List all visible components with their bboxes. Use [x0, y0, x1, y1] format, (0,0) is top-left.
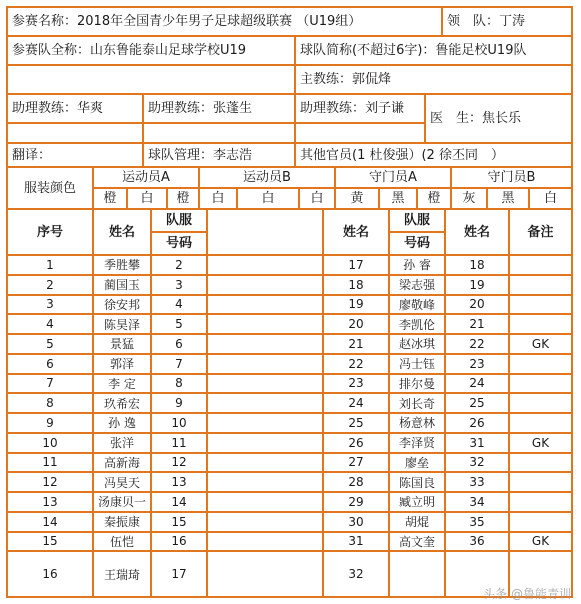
jersey-number: 18	[446, 256, 508, 274]
player-name: 李凯伦	[390, 315, 444, 333]
player-number: 10	[8, 434, 92, 452]
blank-cell	[208, 434, 322, 452]
team-leader: 领 队：丁涛	[443, 8, 571, 35]
blank-cell	[208, 473, 322, 491]
blank-cell	[208, 355, 322, 373]
player-name: 高新海	[94, 454, 150, 472]
player-name: 郭泽	[94, 355, 150, 373]
kit-group-outfield-a: 运动员A	[94, 168, 198, 187]
jersey-number: 4	[152, 296, 206, 314]
player-name: 李 定	[94, 375, 150, 393]
player-number: 28	[324, 473, 388, 491]
remark	[510, 473, 571, 491]
col-header-no: 序号	[8, 210, 92, 254]
player-name: 赵冰琪	[390, 335, 444, 353]
col-header-jersey2-bottom: 号码	[390, 233, 444, 254]
player-name: 王瑞琦	[94, 552, 150, 596]
kit-color-cell: 橙	[418, 189, 450, 208]
jersey-number: 24	[446, 375, 508, 393]
player-number: 13	[8, 493, 92, 511]
player-number: 1	[8, 256, 92, 274]
translator: 翻译：	[8, 144, 142, 166]
col-header-name: 姓名	[94, 210, 150, 254]
kit-color-cell: 黑	[488, 189, 528, 208]
player-number: 21	[324, 335, 388, 353]
kit-color-cell: 灰	[452, 189, 486, 208]
remark	[510, 375, 571, 393]
remark	[510, 493, 571, 511]
remark	[510, 355, 571, 373]
player-number: 7	[8, 375, 92, 393]
player-number: 15	[8, 533, 92, 551]
kit-color-cell: 黑	[380, 189, 416, 208]
blank-cell	[208, 375, 322, 393]
kit-color-cell: 黄	[336, 189, 378, 208]
jersey-number: 26	[446, 414, 508, 432]
jersey-number: 6	[152, 335, 206, 353]
jersey-number: 2	[152, 256, 206, 274]
jersey-number: 16	[152, 533, 206, 551]
player-number: 4	[8, 315, 92, 333]
kit-color-cell: 橙	[168, 189, 198, 208]
player-name: 玖希宏	[94, 394, 150, 412]
player-number: 24	[324, 394, 388, 412]
remark: GK	[510, 434, 571, 452]
player-number: 11	[8, 454, 92, 472]
player-number: 27	[324, 454, 388, 472]
player-name: 张洋	[94, 434, 150, 452]
player-number: 29	[324, 493, 388, 511]
assistant-coach-3: 助理教练：刘子谦	[296, 95, 424, 122]
jersey-number: 3	[152, 276, 206, 294]
blank-cell	[208, 552, 322, 596]
watermark: 头条 @鲁能青训	[483, 587, 571, 601]
kit-color-cell: 白	[200, 189, 236, 208]
player-name: 高文奎	[390, 533, 444, 551]
player-number: 12	[8, 473, 92, 491]
jersey-number: 17	[152, 552, 206, 596]
jersey-number: 20	[446, 296, 508, 314]
jersey-number: 19	[446, 276, 508, 294]
assistant-coach-2: 助理教练：张蓬生	[144, 95, 294, 122]
player-name: 陈昊泽	[94, 315, 150, 333]
remark: GK	[510, 533, 571, 551]
blank-cell	[208, 296, 322, 314]
player-name: 陈国良	[390, 473, 444, 491]
col-header-jersey2-top: 队服	[390, 210, 444, 231]
player-name: 蔺国玉	[94, 276, 150, 294]
remark	[510, 276, 571, 294]
remark	[510, 315, 571, 333]
player-number: 32	[324, 552, 388, 596]
team-manager: 球队管理：李志浩	[144, 144, 294, 166]
kit-group-outfield-b: 运动员B	[200, 168, 334, 187]
player-number: 19	[324, 296, 388, 314]
jersey-number: 9	[152, 394, 206, 412]
col-header-jersey-bottom: 号码	[152, 233, 206, 254]
player-number: 18	[324, 276, 388, 294]
player-number: 9	[8, 414, 92, 432]
player-number: 16	[8, 552, 92, 596]
jersey-number: 34	[446, 493, 508, 511]
player-number: 2	[8, 276, 92, 294]
blank-cell	[208, 315, 322, 333]
player-number: 5	[8, 335, 92, 353]
player-number: 17	[324, 256, 388, 274]
jersey-number: 33	[446, 473, 508, 491]
jersey-number: 13	[152, 473, 206, 491]
player-number: 8	[8, 394, 92, 412]
player-name: 梁志强	[390, 276, 444, 294]
blank-cell	[208, 256, 322, 274]
kit-color-cell: 橙	[94, 189, 126, 208]
player-number: 20	[324, 315, 388, 333]
kit-group-goalkeeper-b: 守门员B	[452, 168, 571, 187]
player-name: 刘长奇	[390, 394, 444, 412]
jersey-number: 15	[152, 513, 206, 531]
player-number: 30	[324, 513, 388, 531]
player-number: 26	[324, 434, 388, 452]
jersey-number: 21	[446, 315, 508, 333]
remark	[510, 394, 571, 412]
col-header-jersey-top: 队服	[152, 210, 206, 231]
player-number: 22	[324, 355, 388, 373]
other-officials: 其他官员(1 杜俊强）(2 徐丕同 ）	[296, 144, 571, 166]
blank-cell	[208, 276, 322, 294]
jersey-number: 11	[152, 434, 206, 452]
jersey-number: 31	[446, 434, 508, 452]
jersey-number: 5	[152, 315, 206, 333]
kit-color-cell: 白	[530, 189, 571, 208]
remark	[510, 256, 571, 274]
player-number: 23	[324, 375, 388, 393]
blank-cell	[208, 414, 322, 432]
jersey-number: 23	[446, 355, 508, 373]
jersey-number: 7	[152, 355, 206, 373]
player-number: 3	[8, 296, 92, 314]
player-name: 伍恺	[94, 533, 150, 551]
player-name: 秦振康	[94, 513, 150, 531]
remark: GK	[510, 335, 571, 353]
blank-cell	[208, 394, 322, 412]
player-name: 臧立明	[390, 493, 444, 511]
jersey-number: 8	[152, 375, 206, 393]
player-name: 排尔曼	[390, 375, 444, 393]
team-short-name: 球队简称(不超过6字)：鲁能足校U19队	[296, 37, 571, 64]
team-full-name: 参赛队全称：山东鲁能泰山足球学校U19	[8, 37, 294, 64]
blank-cell	[208, 335, 322, 353]
blank-cell	[208, 513, 322, 531]
jersey-number: 14	[152, 493, 206, 511]
jersey-number: 25	[446, 394, 508, 412]
remark	[510, 414, 571, 432]
head-coach: 主教练：郭侃烽	[296, 66, 571, 93]
kit-color-cell: 白	[300, 189, 334, 208]
kit-group-goalkeeper-a: 守门员A	[336, 168, 450, 187]
player-name: 廖敬峰	[390, 296, 444, 314]
jersey-number: 10	[152, 414, 206, 432]
player-name: 杨意林	[390, 414, 444, 432]
player-name: 景猛	[94, 335, 150, 353]
player-name	[390, 552, 444, 596]
player-name: 季胜攀	[94, 256, 150, 274]
player-name: 冯士钰	[390, 355, 444, 373]
kit-color-cell: 白	[128, 189, 166, 208]
event-name: 参赛名称：2018年全国青少年男子足球超级联赛 （U19组）	[8, 8, 441, 35]
player-number: 25	[324, 414, 388, 432]
player-number: 6	[8, 355, 92, 373]
player-name: 孙 逸	[94, 414, 150, 432]
jersey-number: 12	[152, 454, 206, 472]
col-header-name-3: 姓名	[446, 210, 508, 254]
kit-color-cell: 白	[238, 189, 298, 208]
blank-cell	[208, 493, 322, 511]
kit-colors-title: 服装颜色	[8, 168, 92, 208]
player-name: 徐安邦	[94, 296, 150, 314]
player-name: 汤康贝一	[94, 493, 150, 511]
player-name: 孙 睿	[390, 256, 444, 274]
player-number: 31	[324, 533, 388, 551]
jersey-number: 35	[446, 513, 508, 531]
col-header-name-2: 姓名	[324, 210, 388, 254]
jersey-number: 22	[446, 335, 508, 353]
player-name: 胡焜	[390, 513, 444, 531]
assistant-coach-1: 助理教练：华爽	[8, 95, 142, 122]
remark	[510, 454, 571, 472]
jersey-number: 36	[446, 533, 508, 551]
jersey-number: 32	[446, 454, 508, 472]
remark	[510, 513, 571, 531]
roster-sheet	[6, 6, 573, 598]
player-name: 李泽贤	[390, 434, 444, 452]
remark	[510, 296, 571, 314]
player-number: 14	[8, 513, 92, 531]
team-doctor: 医 生：焦长乐	[426, 95, 571, 142]
player-name: 廖垒	[390, 454, 444, 472]
blank-cell	[208, 454, 322, 472]
player-name: 冯昊天	[94, 473, 150, 491]
blank-cell	[208, 533, 322, 551]
col-header-remark: 备注	[510, 210, 571, 254]
